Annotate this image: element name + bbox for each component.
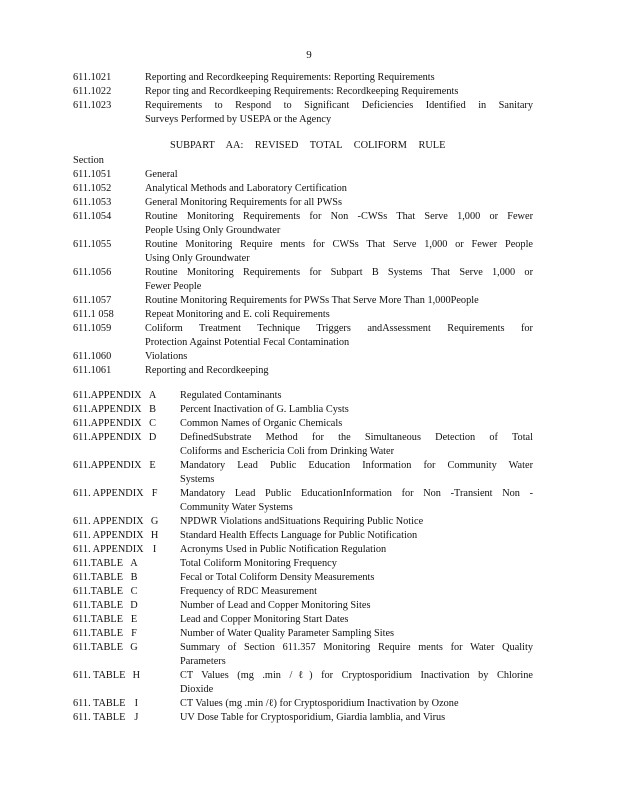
entry-number: 611.APPENDIX [73, 390, 142, 401]
toc-entry [73, 350, 533, 364]
top-entries [73, 71, 533, 127]
entry-number: 611.1059 [73, 323, 112, 334]
entry-title: Dioxide [180, 684, 214, 695]
entry-title: Analytical Methods and Laboratory Certification [145, 183, 347, 194]
entry-number: 611.1051 [73, 169, 112, 180]
toc-entry [73, 613, 533, 627]
entry-number: 611.TABLE [73, 600, 123, 611]
entry-letter: E [149, 460, 156, 471]
entry-title: Reporting and Recordkeeping [145, 365, 269, 376]
entry-number: 611. TABLE [73, 712, 126, 723]
entry-title: Common Names of Organic Chemicals [180, 418, 343, 429]
entry-title: People Using Only Groundwater [145, 225, 281, 236]
entry-title: Parameters [180, 656, 226, 667]
entry-title: Surveys Performed by USEPA or the Agency [145, 114, 332, 125]
entry-number: 611.1021 [73, 72, 112, 83]
entry-letter: A [148, 390, 157, 401]
toc-entry [73, 266, 533, 280]
entry-letter: J [134, 712, 139, 723]
entry-title: UV Dose Table for Cryptosporidium, Giardia lamblia, and Virus [180, 712, 446, 723]
toc-entry [73, 322, 533, 336]
entry-number: 611.APPENDIX [73, 432, 142, 443]
entry-number: 611.APPENDIX [73, 460, 142, 471]
entry-number: 611.1052 [73, 183, 112, 194]
toc-entry [73, 85, 533, 99]
entry-number: 611.TABLE [73, 586, 123, 597]
entry-number: 611.1054 [73, 211, 112, 222]
entry-number: 611.1061 [73, 365, 112, 376]
entry-title: Reporting and Recordkeeping Requirements: Reporting Requirements [145, 72, 435, 83]
subpart-heading: SUBPART AA: REVISED TOTAL COLIFORM RULE [170, 140, 446, 151]
entry-number: 611.TABLE [73, 628, 123, 639]
toc-entry [73, 294, 533, 308]
entry-title: Fecal or Total Coliform Density Measurements [180, 572, 375, 583]
toc-entry [73, 71, 533, 85]
entry-letter: B [130, 572, 138, 583]
toc-entry [73, 571, 533, 585]
entry-title: General Monitoring Requirements for all PWSs [145, 197, 343, 208]
entry-title: CT Values (mg .min /ℓ) for Cryptosporidium Inactivation by Chlorine [180, 670, 533, 681]
entry-number: 611.1057 [73, 295, 112, 306]
toc-entry-continuation [73, 683, 533, 697]
entry-letter: C [130, 586, 138, 597]
toc-entry [73, 210, 533, 224]
toc-entry [73, 697, 533, 711]
entry-title: Number of Water Quality Parameter Sampling Sites [180, 628, 395, 639]
section-label: Section [73, 155, 104, 166]
entry-number: 611.TABLE [73, 614, 123, 625]
entry-letter: D [130, 600, 138, 611]
entry-number: 611.1 058 [73, 309, 114, 320]
entry-letter: E [130, 614, 138, 625]
section-list [73, 168, 533, 378]
toc-entry-continuation [73, 252, 533, 266]
toc-entry [73, 238, 533, 252]
entry-number: 611.APPENDIX [73, 418, 142, 429]
entry-title: Acronyms Used in Public Notification Regulation [180, 544, 387, 555]
entry-number: 611.TABLE [73, 558, 123, 569]
entry-number: 611.1022 [73, 86, 112, 97]
toc-entry [73, 711, 533, 725]
toc-entry [73, 599, 533, 613]
entry-number: 611.APPENDIX [73, 404, 142, 415]
entry-title: NPDWR Violations andSituations Requiring Public Notice [180, 516, 424, 527]
entry-title: General [145, 169, 178, 180]
entry-title: Total Coliform Monitoring Frequency [180, 558, 337, 569]
toc-entry [73, 487, 533, 501]
entry-title: Frequency of RDC Measurement [180, 586, 317, 597]
entry-title: Requirements to Respond to Significant Deficiencies Identified in Sanitary [145, 100, 533, 111]
entry-title: Repor ting and Recordkeeping Requirements: Recordkeeping Requirements [145, 86, 459, 97]
toc-entry [73, 627, 533, 641]
entry-title: Number of Lead and Copper Monitoring Sites [180, 600, 371, 611]
entry-letter: A [130, 558, 138, 569]
entry-title: Routine Monitoring Require ments for CWSs That Serve 1,000 or Fewer People [145, 239, 533, 250]
toc-entry [73, 669, 533, 683]
toc-entry [73, 557, 533, 571]
entry-number: 611. TABLE [73, 698, 126, 709]
entry-letter: I [152, 544, 157, 555]
entry-title: Using Only Groundwater [145, 253, 250, 264]
toc-entry-continuation [73, 280, 533, 294]
toc-entry [73, 168, 533, 182]
toc-entry [73, 182, 533, 196]
entry-letter: B [149, 404, 156, 415]
toc-entry [73, 308, 533, 322]
entry-number: 611.TABLE [73, 572, 123, 583]
entry-number: 611. APPENDIX [73, 544, 144, 555]
entry-title: Community Water Systems [180, 502, 293, 513]
entry-title: Routine Monitoring Requirements for Non -CWSs That Serve 1,000 or Fewer [145, 211, 533, 222]
entry-number: 611.1055 [73, 239, 112, 250]
entry-title: Lead and Copper Monitoring Start Dates [180, 614, 349, 625]
entry-title: CT Values (mg .min /ℓ) for Cryptosporidium Inactivation by Ozone [180, 698, 459, 709]
entry-title: DefinedSubstrate Method for the Simultaneous Detection of Total [180, 432, 533, 443]
toc-entry-continuation [73, 445, 533, 459]
entry-letter: C [149, 418, 156, 429]
entry-letter: D [148, 432, 157, 443]
toc-entry [73, 403, 533, 417]
toc-entry [73, 585, 533, 599]
entry-title: Regulated Contaminants [180, 390, 282, 401]
entry-title: Standard Health Effects Language for Public Notification [180, 530, 418, 541]
entry-title: Violations [145, 351, 188, 362]
entry-letter: I [134, 698, 139, 709]
entry-title: Percent Inactivation of G. Lamblia Cysts [180, 404, 349, 415]
toc-entry [73, 389, 533, 403]
entry-letter: H [132, 670, 141, 681]
toc-entry-continuation [73, 473, 533, 487]
toc-entry [73, 196, 533, 210]
toc-entry [73, 431, 533, 445]
entry-title: Routine Monitoring Requirements for Subpart B Systems That Serve 1,000 or [145, 267, 533, 278]
entry-title: Coliforms and Eschericia Coli from Drinking Water [180, 446, 395, 457]
entry-number: 611.TABLE [73, 642, 123, 653]
toc-entry-continuation [73, 224, 533, 238]
entry-letter: F [131, 628, 137, 639]
toc-entry [73, 459, 533, 473]
toc-entry [73, 99, 533, 113]
entry-title: Systems [180, 474, 215, 485]
entry-title: Summary of Section 611.357 Monitoring Require ments for Water Quality [180, 642, 533, 653]
entry-number: 611.1056 [73, 267, 112, 278]
toc-entry-continuation [73, 113, 533, 127]
entry-letter: F [151, 488, 158, 499]
page-number: 9 [306, 49, 312, 61]
toc-entry [73, 515, 533, 529]
toc-entry-continuation [73, 336, 533, 350]
entry-title: Repeat Monitoring and E. coli Requirements [145, 309, 330, 320]
entry-number: 611. APPENDIX [73, 488, 144, 499]
entry-number: 611.1060 [73, 351, 112, 362]
entry-number: 611. APPENDIX [73, 530, 144, 541]
entry-title: Routine Monitoring Requirements for PWSs That Serve More Than 1,000People [145, 295, 479, 306]
entry-letter: G [130, 642, 138, 653]
entry-title: Mandatory Lead Public Education Information for Community Water [180, 460, 533, 471]
entry-number: 611. TABLE [73, 670, 126, 681]
entry-number: 611. APPENDIX [73, 516, 144, 527]
toc-entry [73, 641, 533, 655]
entry-number: 611.1053 [73, 197, 112, 208]
toc-entry [73, 543, 533, 557]
appendix-table-list [73, 389, 533, 725]
entry-title: Protection Against Potential Fecal Contamination [145, 337, 350, 348]
toc-entry [73, 417, 533, 431]
entry-title: Mandatory Lead Public EducationInformation for Non -Transient Non - [180, 488, 533, 499]
entry-letter: H [150, 530, 159, 541]
toc-entry [73, 529, 533, 543]
toc-entry [73, 364, 533, 378]
toc-entry-continuation [73, 501, 533, 515]
entry-letter: G [150, 516, 159, 527]
toc-entry-continuation [73, 655, 533, 669]
entry-title: Fewer People [145, 281, 202, 292]
entry-title: Coliform Treatment Technique Triggers andAssessment Requirements for [145, 323, 533, 334]
entry-number: 611.1023 [73, 100, 112, 111]
